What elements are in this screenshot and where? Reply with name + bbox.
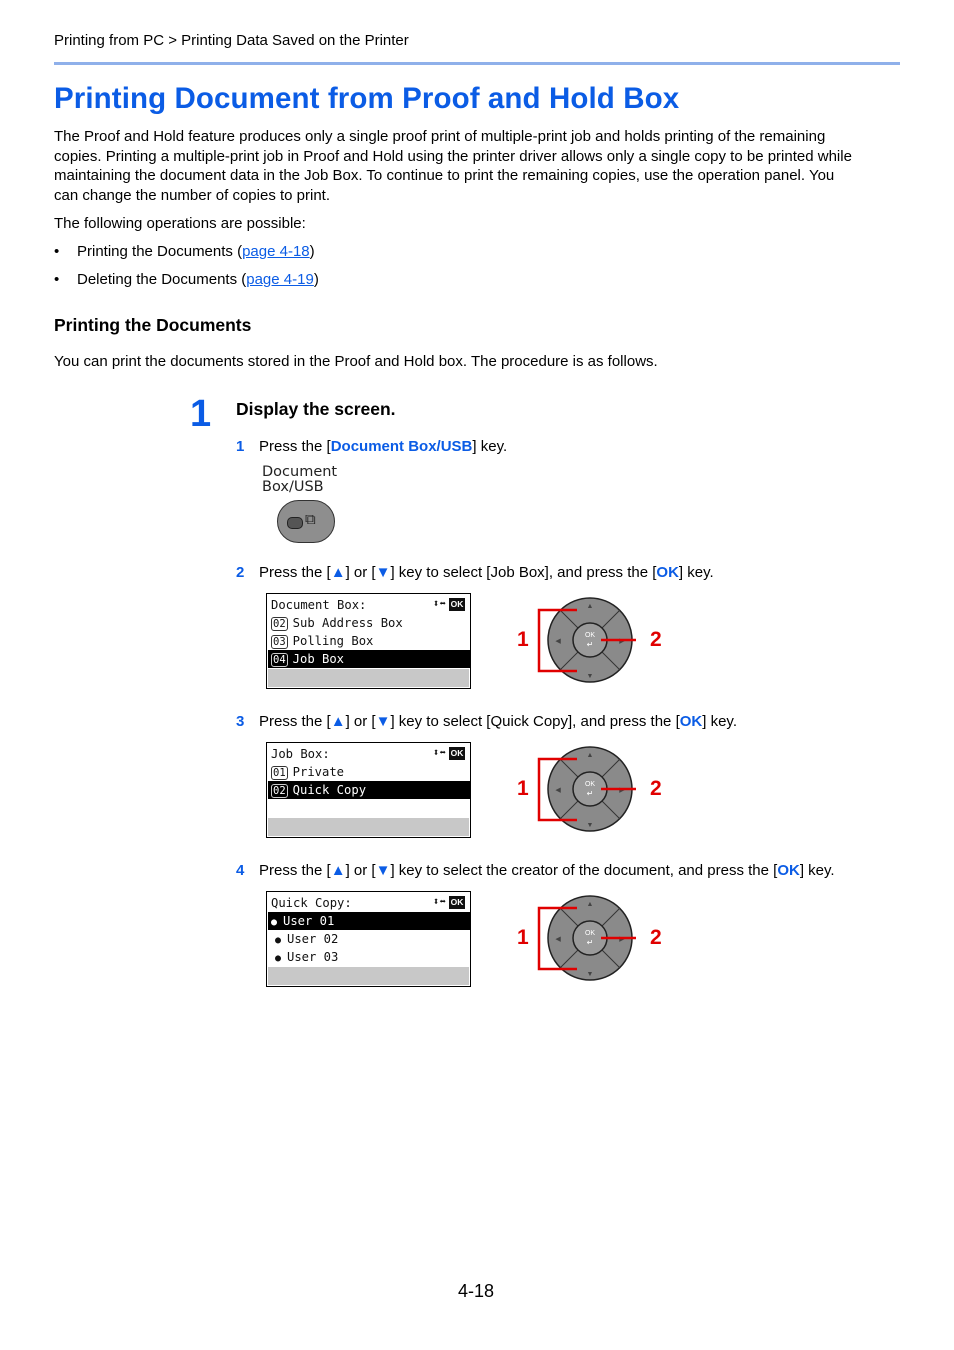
section-heading: Printing the Documents [54, 315, 252, 335]
svg-text:▲: ▲ [586, 752, 594, 759]
section-text: You can print the documents stored in the Proof and Hold box. The procedure is as follows. [54, 353, 658, 370]
svg-text:▼: ▼ [586, 971, 594, 978]
ok-icon: OK [450, 599, 464, 609]
svg-text:▲: ▲ [586, 901, 594, 908]
header-rule [54, 62, 900, 65]
page-title: Printing Document from Proof and Hold Box [54, 82, 680, 115]
screen-title: Quick Copy: [271, 896, 352, 910]
page-link[interactable]: page 4-19 [246, 271, 314, 288]
intro-line: copies. Printing a multiple-print job in Proof and Hold using the printer driver allows only a single copy to be printed while [54, 147, 852, 165]
bullet-dot: • [54, 243, 60, 260]
lcd-screen-quick-copy [266, 891, 471, 987]
softkey-bar [268, 967, 469, 985]
substep-2: 2 Press the [▲] or [▼] key to select [Job Box], and press the [OK] key. [236, 564, 714, 581]
list-item[interactable]: ● User 03 [275, 948, 338, 966]
screen-title: Document Box: [271, 598, 367, 612]
softkey-bar [268, 818, 469, 836]
step-number: 1 [190, 393, 212, 435]
svg-text:▶: ▶ [619, 787, 625, 794]
key-label: Document Box/USB [262, 464, 338, 495]
list-item-selected[interactable]: 02 Quick Copy [268, 781, 470, 799]
svg-text:▼: ▼ [586, 822, 594, 829]
callout-1: 1 [517, 628, 529, 651]
user-icon: ● [275, 935, 282, 946]
dpad-illustration [505, 891, 675, 986]
lcd-screen-document-box [266, 593, 471, 689]
svg-text:▲: ▲ [586, 603, 594, 610]
intro-line: can change the number of copies to print. [54, 186, 331, 204]
page-number: 4-18 [458, 1281, 495, 1301]
svg-text:↵: ↵ [586, 640, 594, 649]
softkey-bar [268, 669, 469, 687]
substep-4: 4 Press the [▲] or [▼] key to select the creator of the document, and press the [OK] key. [236, 862, 835, 879]
list-item: • Printing the Documents (page 4-18) [54, 243, 315, 260]
nav-arrows-icon: ⬍⬌ [432, 895, 446, 908]
svg-text:▼: ▼ [586, 673, 594, 680]
user-icon: ● [271, 917, 278, 928]
dpad-illustration [505, 593, 675, 688]
callout-1: 1 [517, 777, 529, 800]
intro-line: The Proof and Hold feature produces only a single proof print of multiple-print job and holds printing of the remaining [54, 128, 826, 145]
callout-2: 2 [650, 628, 662, 651]
user-icon: ● [275, 953, 282, 964]
svg-text:▶: ▶ [619, 638, 625, 645]
ok-icon: OK [450, 748, 464, 758]
operations-intro: The following operations are possible: [54, 215, 306, 232]
list-item-selected[interactable]: 04 Job Box [268, 650, 470, 668]
lcd-screen-job-box [266, 742, 471, 838]
list-item: • Deleting the Documents (page 4-19) [54, 271, 319, 288]
substep-3: 3 Press the [▲] or [▼] key to select [Quick Copy], and press the [OK] key. [236, 713, 737, 730]
svg-text:▶: ▶ [619, 936, 625, 943]
svg-text:↵: ↵ [586, 938, 594, 947]
callout-1: 1 [517, 926, 529, 949]
svg-text:OK: OK [584, 781, 596, 788]
bullet-dot: • [54, 271, 60, 288]
ok-icon: OK [450, 897, 464, 907]
breadcrumb: Printing from PC > Printing Data Saved on the Printer [54, 32, 409, 49]
list-item[interactable]: ● User 02 [275, 930, 338, 948]
svg-text:◀: ◀ [555, 936, 561, 943]
document-box-key[interactable] [277, 500, 335, 543]
document-box-icon: ⧉ [305, 511, 316, 528]
svg-text:OK: OK [584, 632, 596, 639]
screen-title: Job Box: [271, 747, 330, 761]
svg-text:◀: ◀ [555, 787, 561, 794]
nav-arrows-icon: ⬍⬌ [432, 597, 446, 610]
list-item[interactable]: 01 Private [273, 765, 345, 779]
dpad-illustration [505, 742, 675, 837]
intro-paragraph [54, 127, 904, 205]
intro-line: maintaining the document data in the Job Box. To continue to print the remaining copies, use the operation panel. You [54, 167, 835, 184]
callout-2: 2 [650, 926, 662, 949]
svg-text:◀: ◀ [555, 638, 561, 645]
page-link[interactable]: page 4-18 [242, 243, 310, 260]
list-item[interactable]: 03 Polling Box [273, 634, 374, 648]
substep-1: 1 Press the [Document Box/USB] key. [236, 438, 508, 455]
nav-arrows-icon: ⬍⬌ [432, 746, 446, 759]
svg-text:↵: ↵ [586, 789, 594, 798]
step-heading: Display the screen. [236, 399, 396, 419]
callout-2: 2 [650, 777, 662, 800]
svg-text:OK: OK [584, 930, 596, 937]
list-item[interactable]: 02 Sub Address Box [273, 616, 403, 630]
list-item-selected[interactable]: ● User 01 [268, 912, 470, 930]
led-icon [287, 517, 303, 529]
